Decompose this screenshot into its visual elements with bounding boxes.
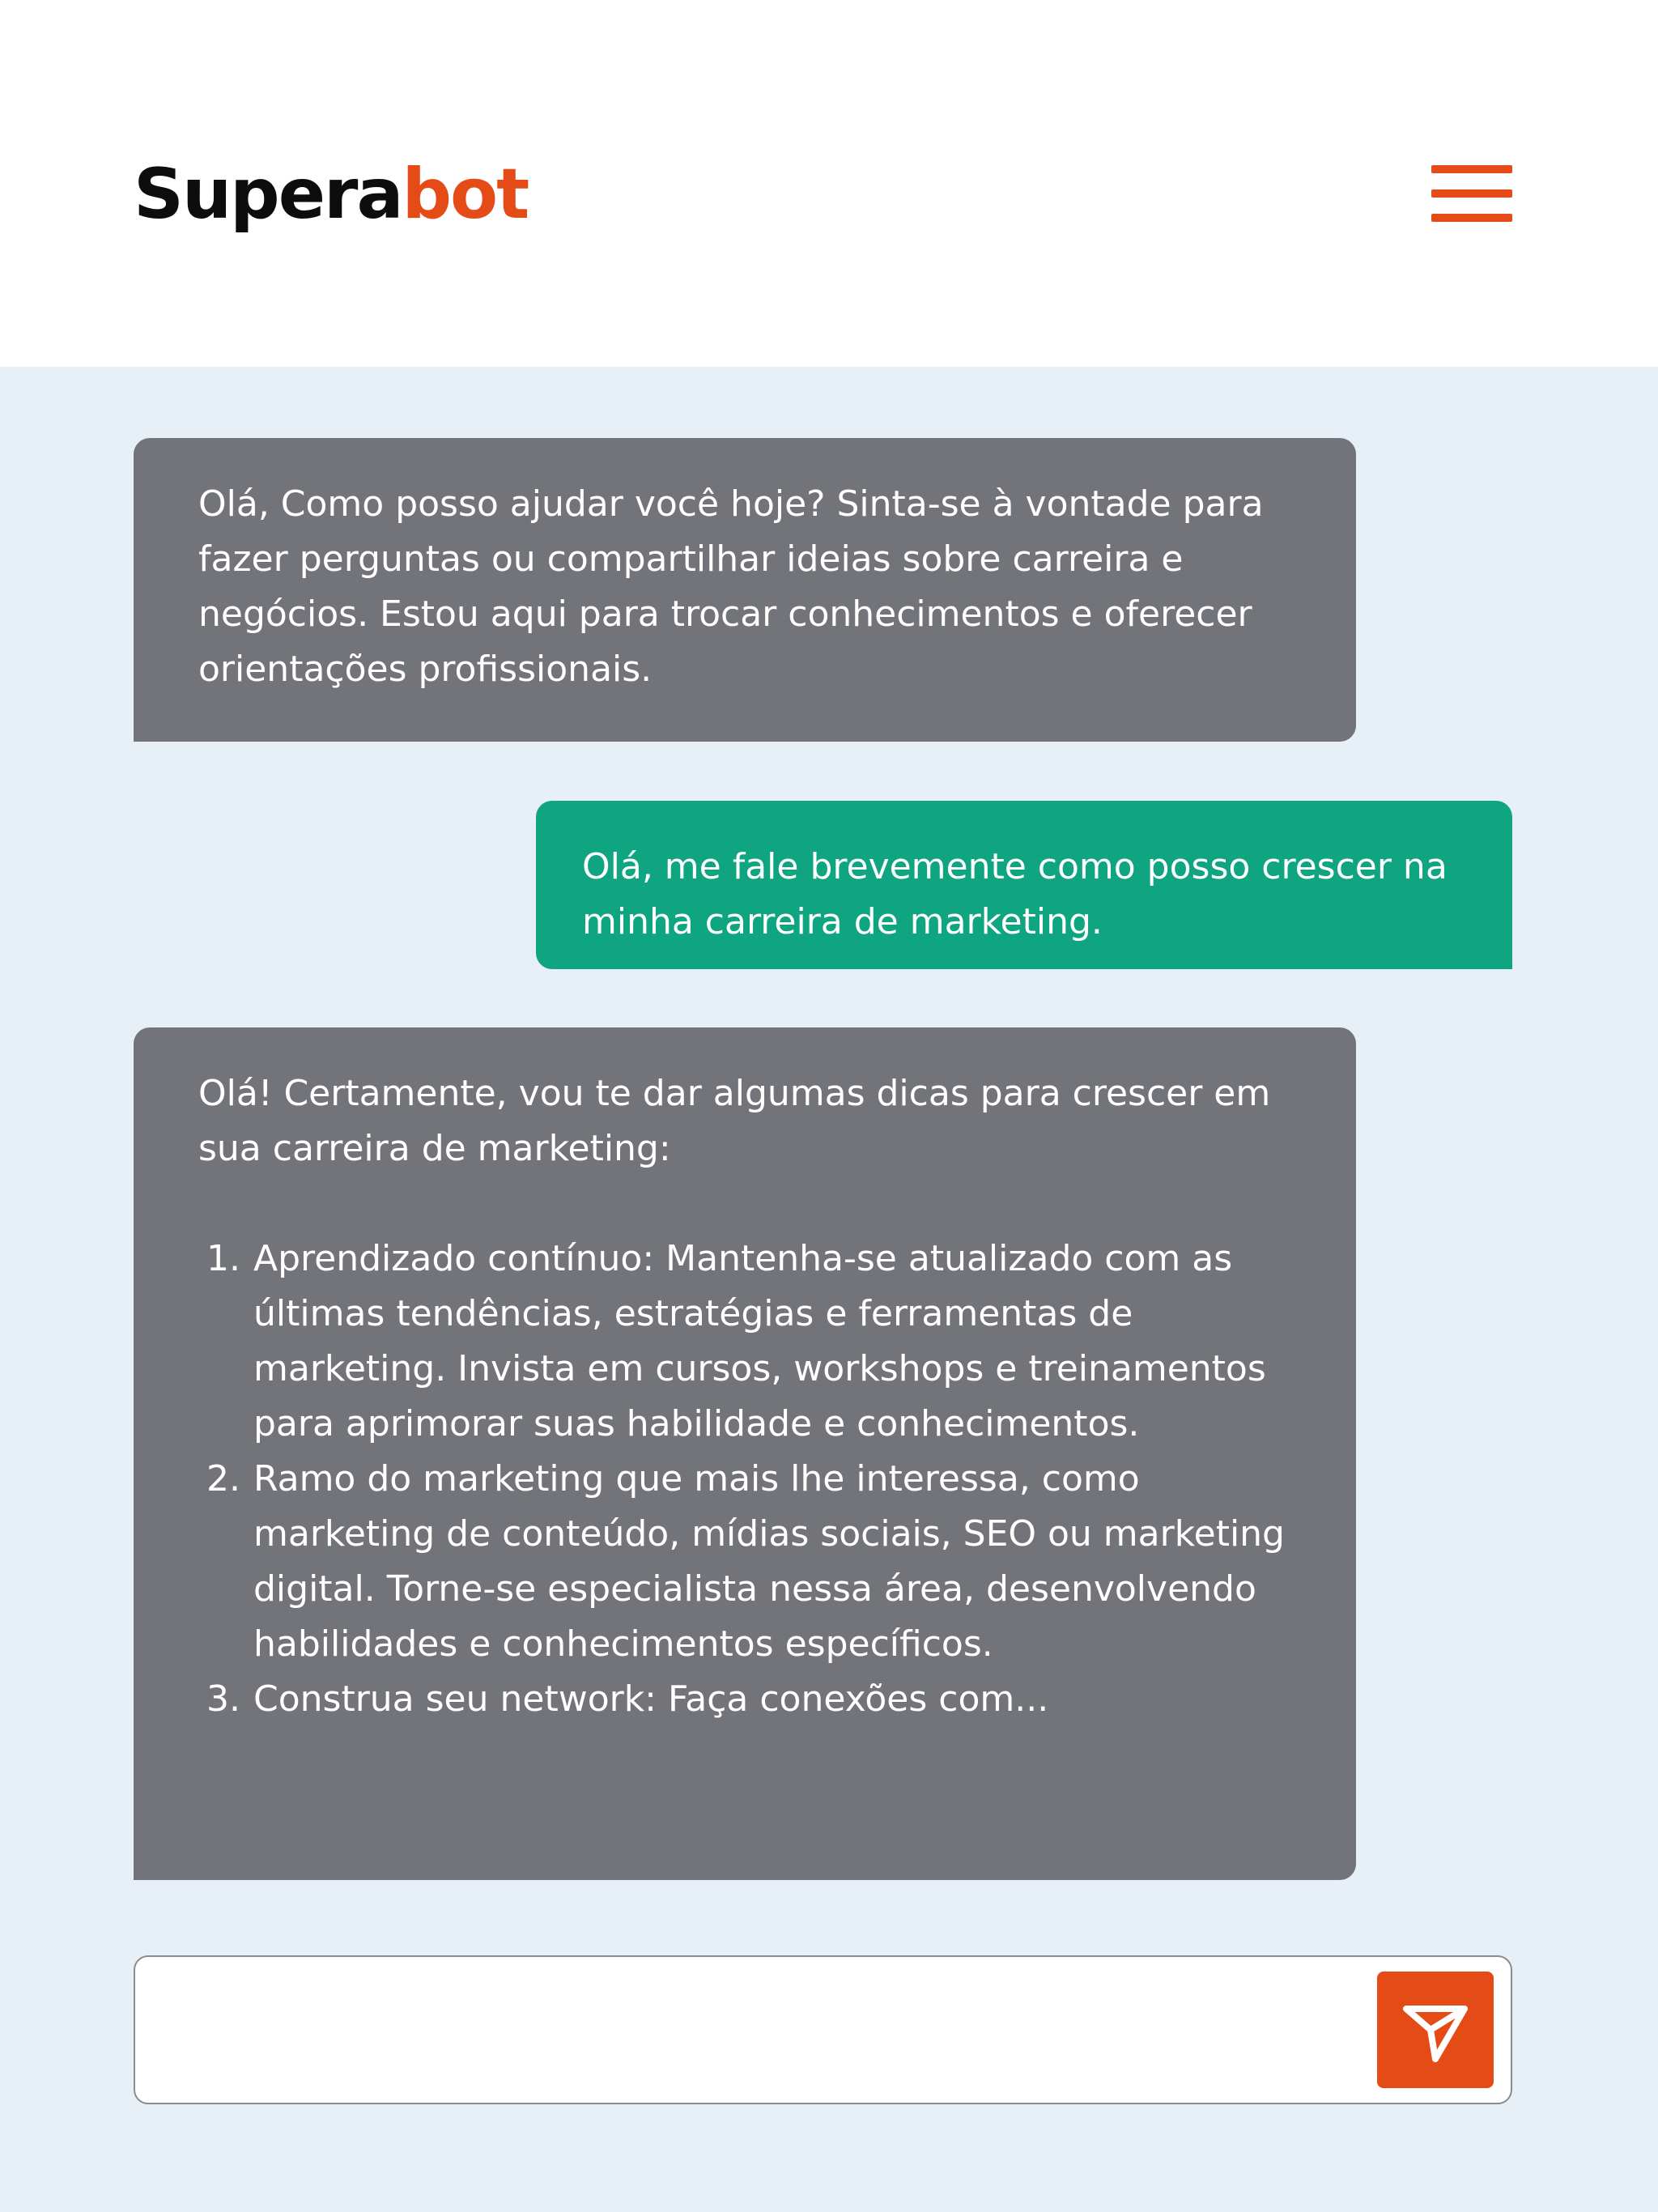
list-item-number: 3. [206,1678,240,1720]
list-item-text: Construa seu network: Faça conexões com... [253,1678,1049,1720]
message-text: Olá, Como posso ajudar você hoje? Sinta-se à vontade para fazer perguntas ou compartilhar ideias sobre carreira e negócios. Estou aqui para trocar conhecimentos e oferecer orientações profissionais. [198,483,1264,690]
list-item [198,1231,1290,1452]
message-text: Olá, me fale brevemente como posso crescer na minha carreira de marketing. [582,846,1448,942]
send-button[interactable] [1377,1972,1494,2088]
list-item [198,1452,1290,1672]
user-message [536,801,1512,969]
paper-plane-icon [1398,1993,1473,2067]
menu-line [1431,214,1512,222]
list-item [198,1672,1290,1727]
message-input[interactable] [151,1973,1350,2087]
bot-message [134,1027,1356,1880]
message-intro: Olá! Certamente, vou te dar algumas dicas para crescer em sua carreira de marketing: [198,1073,1271,1169]
list-item-text: Aprendizado contínuo: Mantenha-se atualizado com as últimas tendências, estratégias e ferramentas de marketing. Invista em cursos, workshops e treinamentos para aprimorar suas habilidade e conhecimentos. [253,1238,1266,1444]
menu-line [1431,189,1512,198]
logo-text-dark: Supera [134,154,402,235]
list-item-text: Ramo do marketing que mais lhe interessa, como marketing de conteúdo, mídias sociais, SEO ou marketing digital. Torne-se especialista nessa área, desenvolvendo habilidades e conhecimentos específicos. [253,1458,1285,1665]
list-item-number: 2. [206,1458,240,1499]
tips-list [198,1231,1290,1727]
app-header [0,0,1658,367]
menu-line [1431,165,1512,173]
list-item-number: 1. [206,1238,240,1279]
bot-message [134,438,1356,742]
superabot-logo[interactable] [134,154,528,235]
message-composer [134,1955,1512,2104]
logo-text-accent: bot [402,154,529,235]
hamburger-menu-icon[interactable] [1431,165,1512,222]
